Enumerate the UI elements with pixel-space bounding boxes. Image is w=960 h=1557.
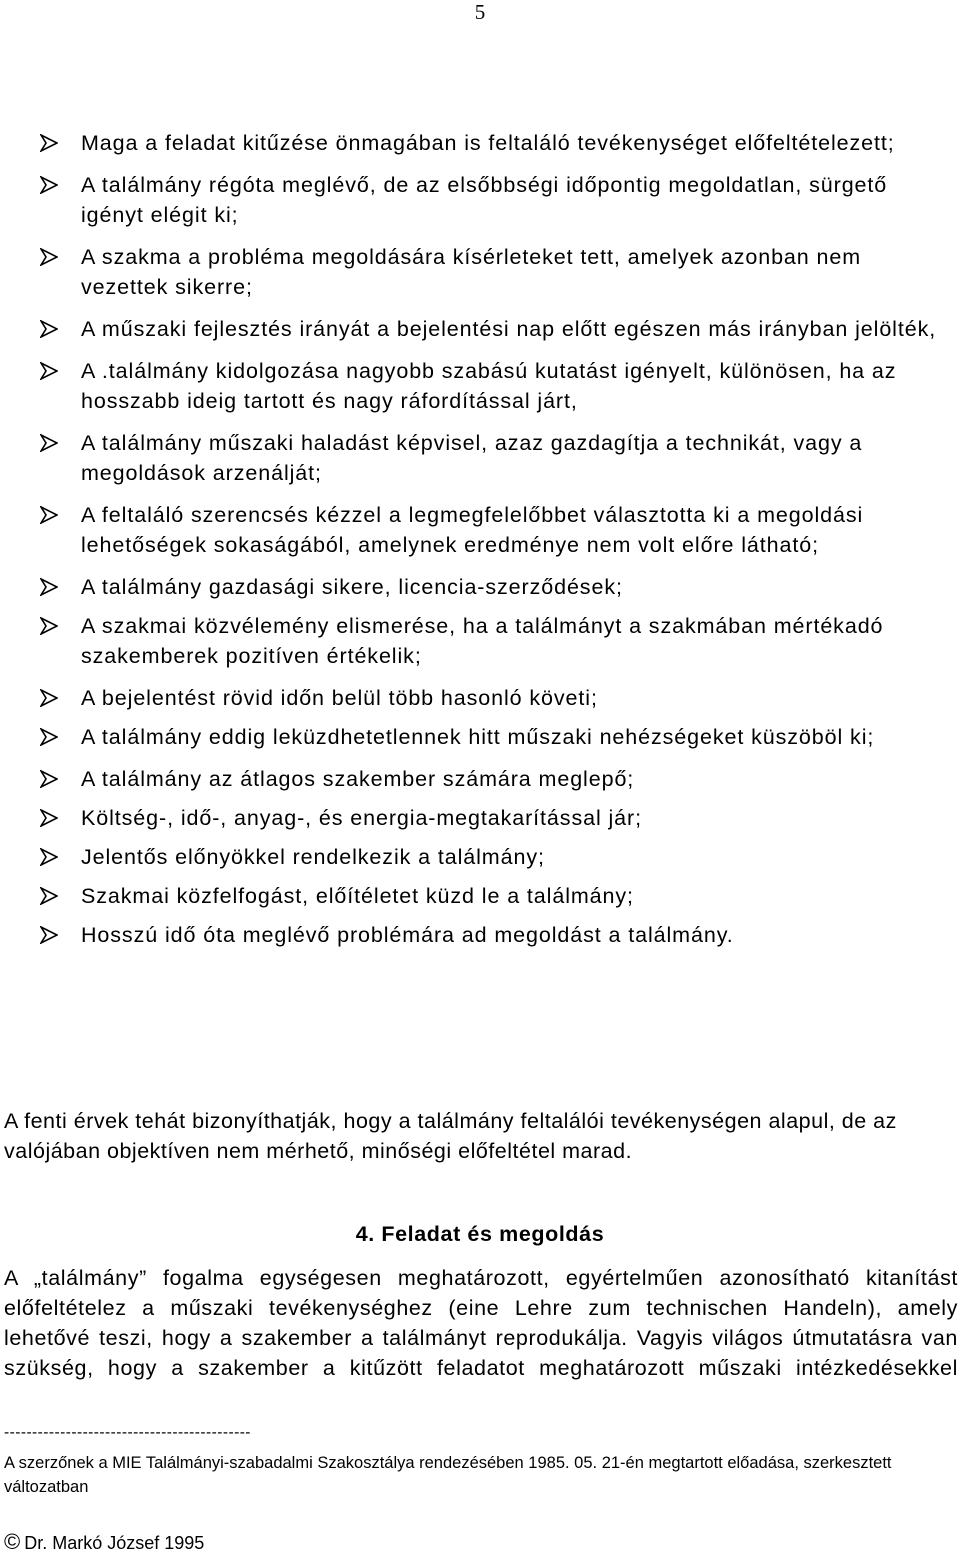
copyright-text: Dr. Markó József 1995 xyxy=(24,1533,205,1553)
arrowhead-bullet-icon xyxy=(40,764,66,794)
list-item-text: A bejelentést rövid időn belül több hasonló követi; xyxy=(81,686,598,710)
criteria-list xyxy=(40,128,940,959)
list-item xyxy=(40,611,940,671)
list-item xyxy=(40,428,940,488)
arrowhead-bullet-icon xyxy=(40,170,66,200)
list-item-text: A feltaláló szerencsés kézzel a legmegfelelőbbet választotta ki a megoldási lehetőségek sokaságából, amelynek eredménye nem volt előre látható; xyxy=(81,503,864,557)
list-item xyxy=(40,572,940,602)
arrowhead-bullet-icon xyxy=(40,428,66,458)
list-item-text: A találmány gazdasági sikere, licencia-szerződések; xyxy=(81,575,623,599)
section-body-paragraph: A „találmány” fogalma egységesen meghatározott, egyértelműen azonosítható kitanítást előfeltételez a műszaki tevékenységhez (eine Lehre zum technischen Handeln), amely lehetővé teszi, hogy a szakember a találmányt reprodukálja. Vagyis világos útmutatásra van szükség, hogy a szakember a kitűzött feladatot meghatározott műszaki intézkedésekkel xyxy=(4,1266,958,1380)
summary-paragraph: A fenti érvek tehát bizonyíthatják, hogy a találmány feltalálói tevékenységen alapul, de az valójában objektíven nem mérhető, minőségi előfeltétel marad. xyxy=(4,1109,897,1163)
arrowhead-bullet-icon xyxy=(40,881,66,911)
section-heading: 4. Feladat és megoldás xyxy=(355,1222,605,1246)
list-item xyxy=(40,128,940,158)
list-item xyxy=(40,920,940,950)
copyright-line xyxy=(4,1530,204,1555)
copyright-icon: © xyxy=(4,1529,21,1554)
list-item-text: A .találmány kidolgozása nagyobb szabású kutatást igényelt, különösen, ha az hosszabb ideig tartott és nagy ráfordítással járt, xyxy=(81,359,897,413)
arrowhead-bullet-icon xyxy=(40,500,66,530)
list-item xyxy=(40,803,940,833)
arrowhead-bullet-icon xyxy=(40,803,66,833)
list-item-text: A találmány az átlagos szakember számára meglepő; xyxy=(81,767,635,791)
list-item-text: Jelentős előnyökkel rendelkezik a találmány; xyxy=(81,845,545,869)
page-number: 5 xyxy=(474,0,486,24)
list-item xyxy=(40,842,940,872)
arrowhead-bullet-icon xyxy=(40,356,66,386)
list-item xyxy=(40,242,940,302)
list-item-text: A találmány műszaki haladást képvisel, azaz gazdagítja a technikát, vagy a megoldások arzenálját; xyxy=(81,431,863,485)
arrowhead-bullet-icon xyxy=(40,242,66,272)
arrowhead-bullet-icon xyxy=(40,842,66,872)
arrowhead-bullet-icon xyxy=(40,314,66,344)
arrowhead-bullet-icon xyxy=(40,572,66,602)
list-item-text: Költség-, idő-, anyag-, és energia-megtakarítással jár; xyxy=(81,806,642,830)
list-item-text: A szakma a probléma megoldására kísérleteket tett, amelyek azonban nem vezettek sikerre; xyxy=(81,245,862,299)
arrowhead-bullet-icon xyxy=(40,128,66,158)
arrowhead-bullet-icon xyxy=(40,611,66,641)
list-item-text: Szakmai közfelfogást, előítéletet küzd le a találmány; xyxy=(81,884,634,908)
list-item-text: A találmány régóta meglévő, de az elsőbbségi időpontig megoldatlan, sürgető igényt elégit ki; xyxy=(81,173,888,227)
arrowhead-bullet-icon xyxy=(40,920,66,950)
footnote-divider: -------------------------------------------- xyxy=(4,1424,251,1441)
arrowhead-bullet-icon xyxy=(40,722,66,752)
list-item xyxy=(40,314,940,344)
list-item xyxy=(40,881,940,911)
arrowhead-bullet-icon xyxy=(40,683,66,713)
list-item-text: A találmány eddig leküzdhetetlennek hitt műszaki nehézségeket küszöböl ki; xyxy=(81,725,875,749)
list-item xyxy=(40,356,940,416)
list-item xyxy=(40,683,940,713)
list-item-text: A műszaki fejlesztés irányát a bejelentési nap előtt egészen más irányban jelölték, xyxy=(81,317,937,341)
list-item-text: Hosszú idő óta meglévő problémára ad megoldást a találmány. xyxy=(81,923,734,947)
list-item xyxy=(40,764,940,794)
list-item-text: Maga a feladat kitűzése önmagában is feltaláló tevékenységet előfeltételezett; xyxy=(81,131,895,155)
footnote: A szerzőnek a MIE Találmányi-szabadalmi Szakosztálya rendezésében 1985. 05. 21-én megtartott előadása, szerkesztett változatban xyxy=(4,1454,892,1496)
list-item xyxy=(40,170,940,230)
list-item xyxy=(40,722,940,752)
list-item xyxy=(40,500,940,560)
list-item-text: A szakmai közvélemény elismerése, ha a találmányt a szakmában mértékadó szakemberek pozitíven értékelik; xyxy=(81,614,884,668)
